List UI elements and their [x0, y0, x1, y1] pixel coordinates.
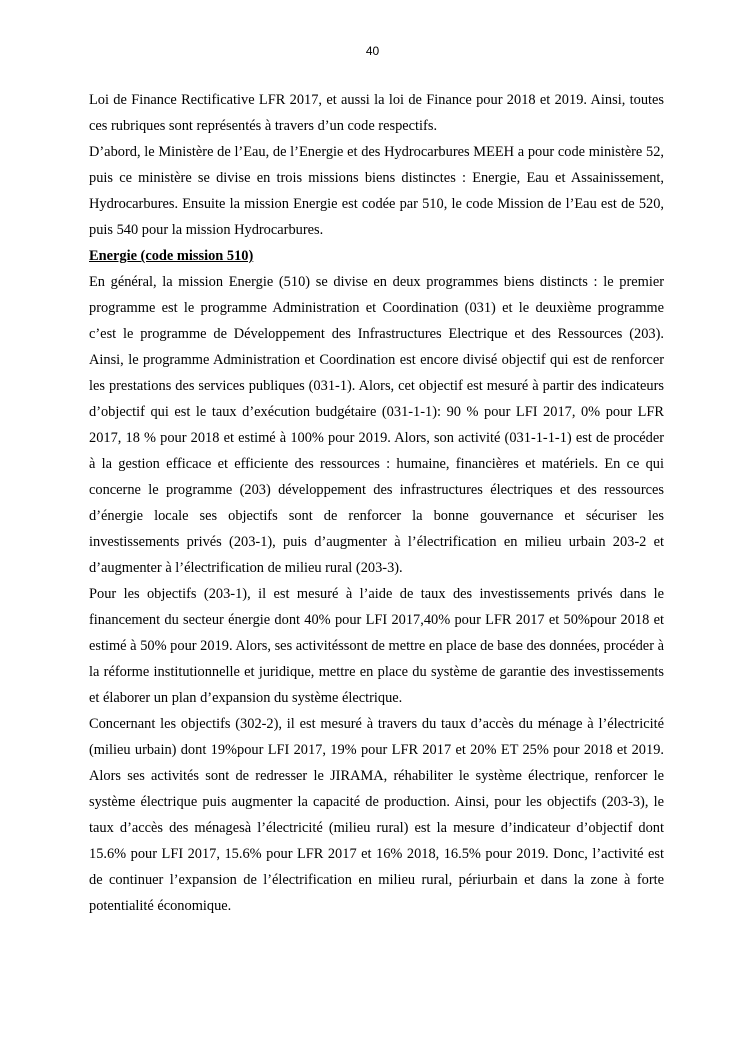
- paragraph-ministry-codes: D’abord, le Ministère de l’Eau, de l’Energie et des Hydrocarbures MEEH a pour code ministère 52, puis ce ministère se divise en trois missions biens distinctes : Energie, Eau et Assainissement, Hydrocarbures. Ensuite la mission Energie est codée par 510, le code Mission de l’Eau est de 520, puis 540 pour la mission Hydrocarbures.: [89, 144, 664, 238]
- paragraph-objective-203-1: Pour les objectifs (203-1), il est mesuré à l’aide de taux des investissements privés dans le financement du secteur énergie dont 40% pour LFI 2017,40% pour LFR 2017 et 50%pour 2018 et estimé à 50% pour 2019. Alors, ses activitéssont de mettre en place de base des données, procéder à la réforme institutionnelle et juridique, mettre en place du système de garantie des investissements et élaborer un plan d’expansion du système électrique.: [89, 586, 664, 706]
- paragraph-intro-continuation: Loi de Finance Rectificative LFR 2017, et aussi la loi de Finance pour 2018 et 2019. Ainsi, toutes ces rubriques sont représentés à travers d’un code respectifs.: [89, 92, 664, 134]
- paragraph-energie-programs: En général, la mission Energie (510) se divise en deux programmes biens distincts : le premier programme est le programme Administration et Coordination (031) et le deuxième programme c’est le programme de Développement des Infrastructures Electrique et des Ressources (203). Ainsi, le programme Administration et Coordination est encore divisé objectif qui est de renforcer les prestations des services publiques (031-1). Alors, cet objectif est mesuré à partir des indicateurs d’objectif qui est le taux d’exécution budgétaire (031-1-1): 90 % pour LFI 2017, 0% pour LFR 2017, 18 % pour 2018 et estimé à 100% pour 2019. Alors, son activité (031-1-1-1) est de procéder à la gestion efficace et efficiente des ressources : humaine, financières et matériels. En ce qui concerne le programme (203) développement des infrastructures électriques et des ressources d’énergie locale ses objectifs sont de renforcer la bonne gouvernance et sécuriser les investissements privés (203-1), puis d’augmenter à l’électrification en milieu urbain 203-2 et d’augmenter à l’électrification de milieu rural (203-3).: [89, 274, 664, 576]
- document-body: [89, 87, 664, 919]
- page-number: 40: [365, 44, 380, 58]
- paragraph-objectives-urban-rural: Concernant les objectifs (302-2), il est mesuré à travers du taux d’accès du ménage à l’électricité (milieu urbain) dont 19%pour LFI 2017, 19% pour LFR 2017 et 20% ET 25% pour 2018 et 2019. Alors ses activités sont de redresser le JIRAMA, réhabiliter le système électrique, renforcer le système électrique puis augmenter la capacité de production. Ainsi, pour les objectifs (203-3), le taux d’accès des ménagesà l’électricité (milieu rural) est la mesure d’indicateur d’objectif dont 15.6% pour LFI 2017, 15.6% pour LFR 2017 et 16% 2018, 16.5% pour 2019. Donc, l’activité est de continuer l’expansion de l’électrification en milieu rural, périurbain et dans la zone à forte potentialité économique.: [89, 716, 664, 914]
- section-heading-text: Energie (code mission 510): [89, 248, 254, 264]
- section-heading-energie: [89, 243, 664, 269]
